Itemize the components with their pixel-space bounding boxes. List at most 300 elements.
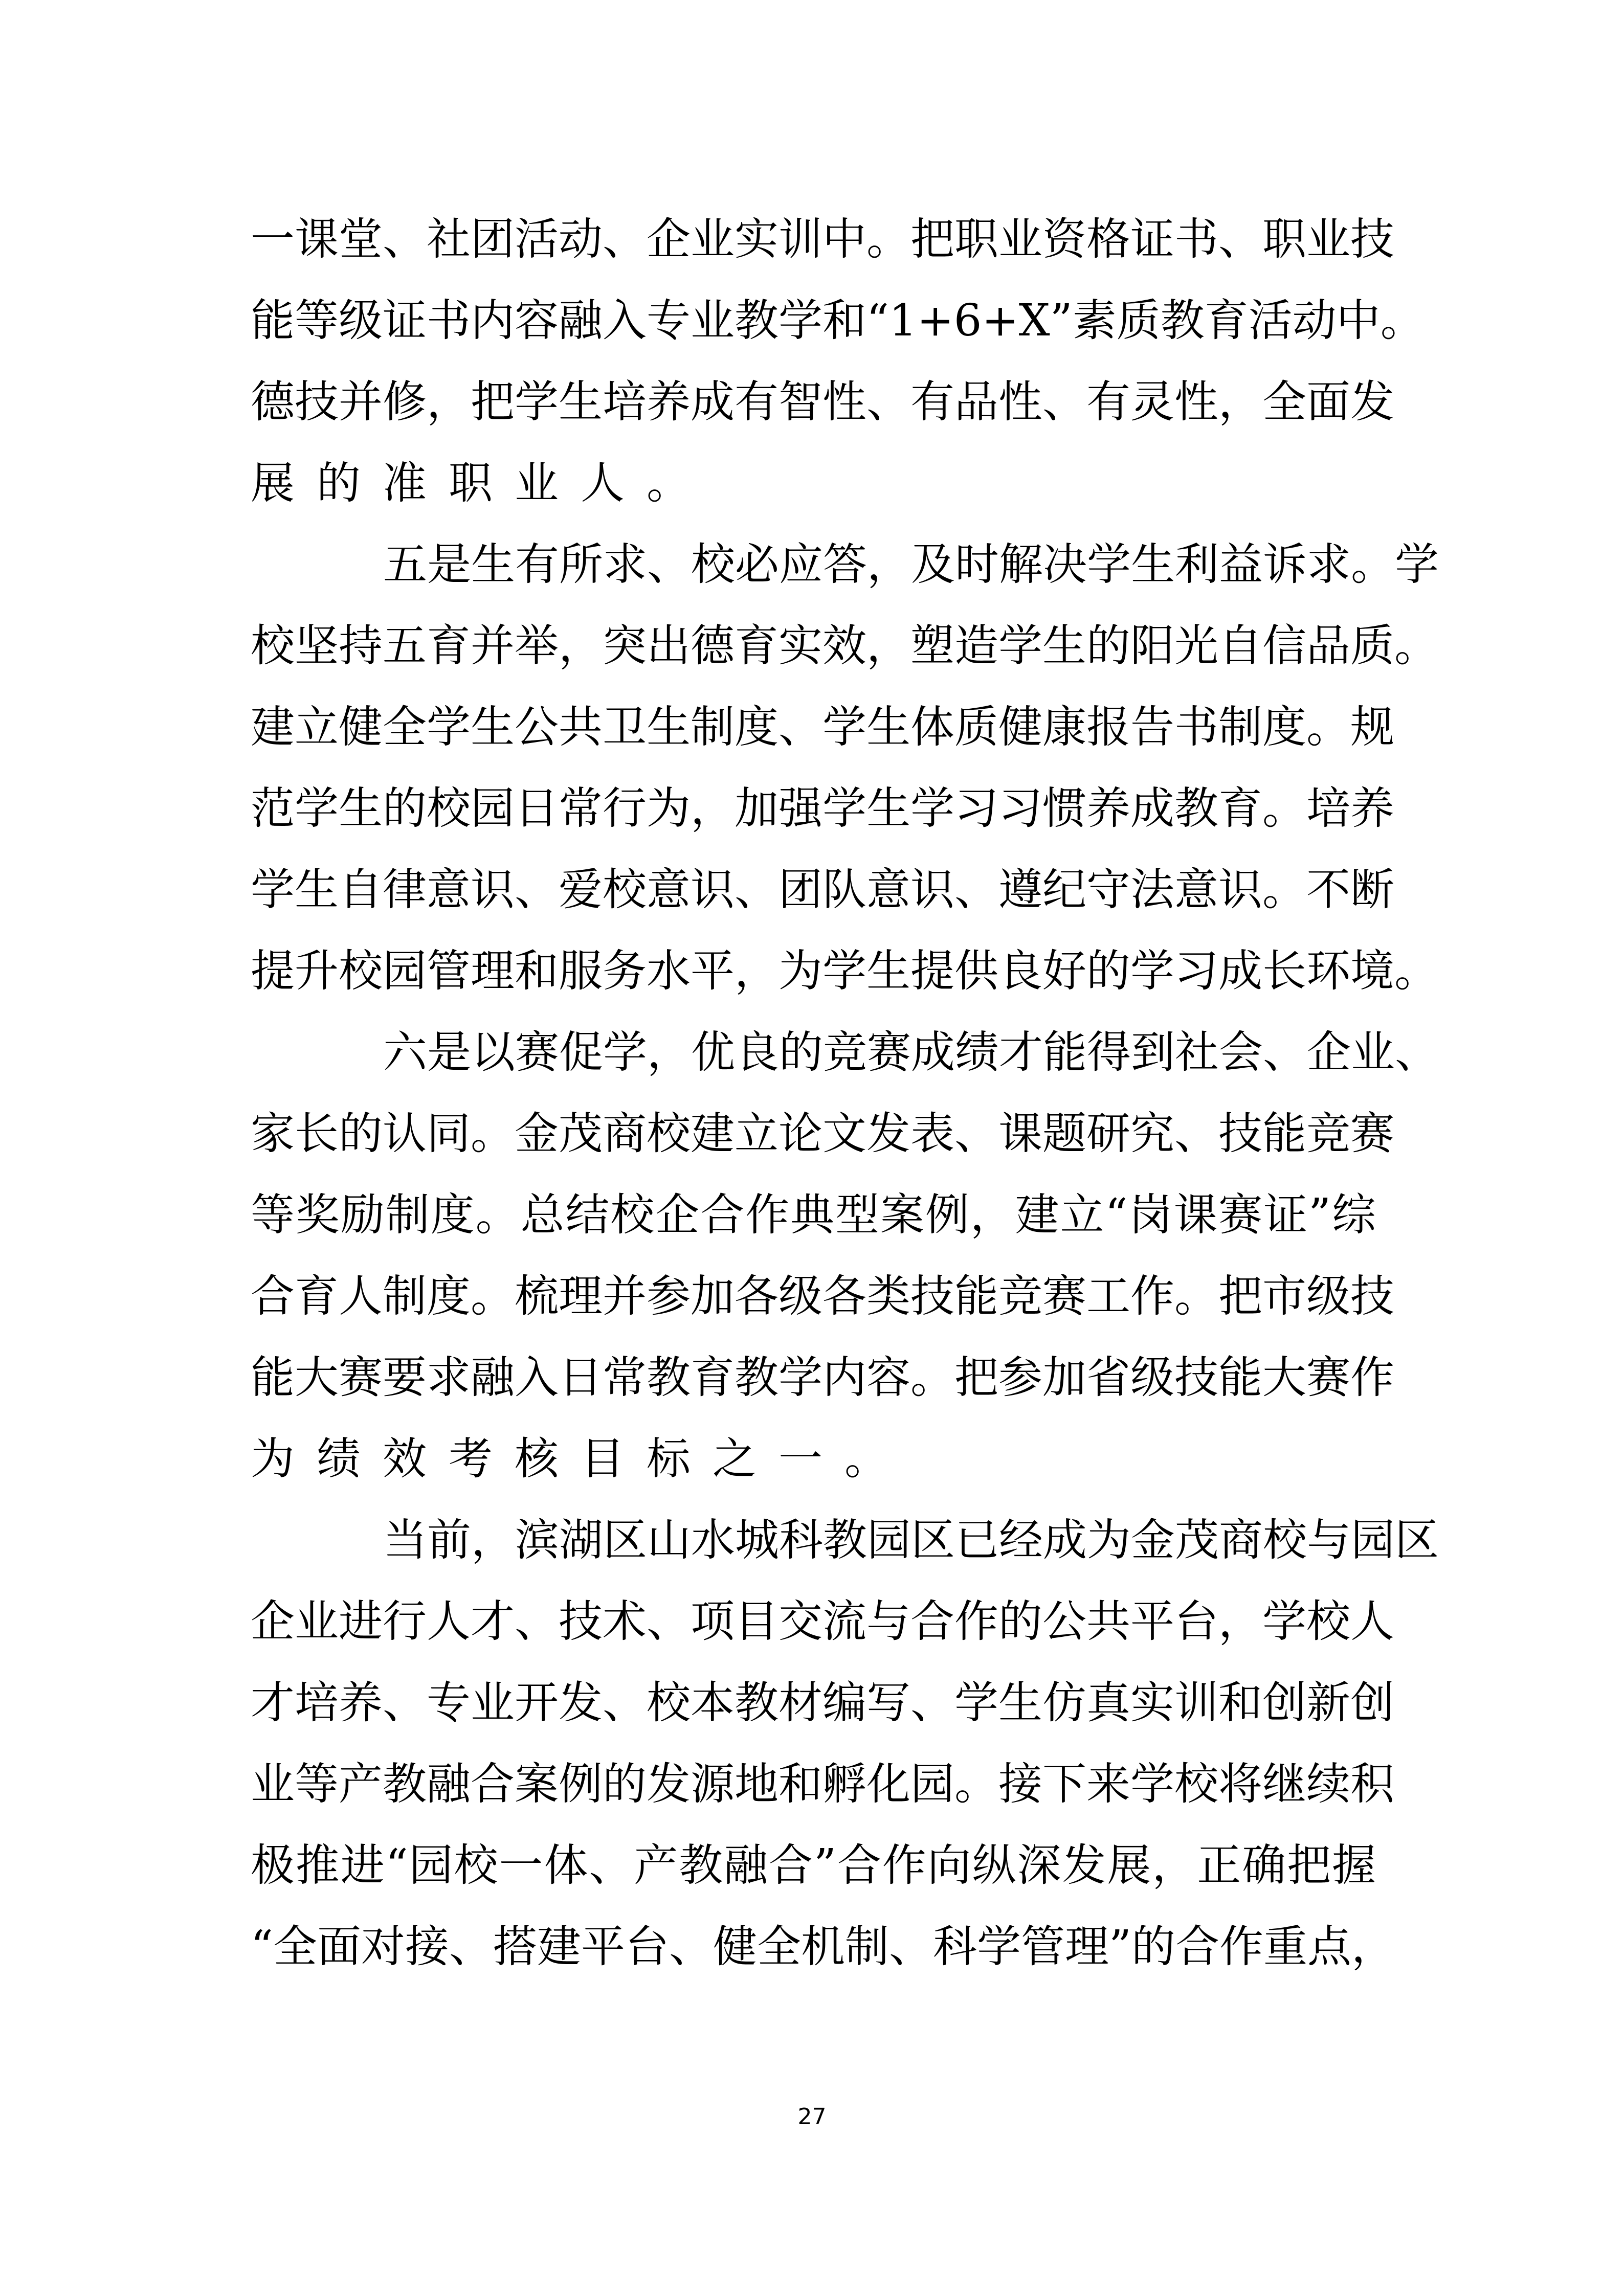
glyph: 举 xyxy=(515,620,559,671)
glyph: 项 xyxy=(691,1596,735,1647)
glyph: 把 xyxy=(1218,1271,1262,1322)
glyph: 科 xyxy=(779,1515,823,1566)
glyph: 训 xyxy=(1174,1677,1218,1728)
glyph: 的 xyxy=(779,1027,823,1078)
glyph: 的 xyxy=(339,1108,383,1159)
glyph: 山 xyxy=(647,1515,691,1566)
glyph: 作 xyxy=(1350,1352,1394,1403)
glyph: 继 xyxy=(1262,1759,1306,1810)
glyph: 赛 xyxy=(1306,1352,1350,1403)
glyph: 创 xyxy=(1262,1677,1306,1728)
glyph: 产 xyxy=(634,1840,678,1891)
glyph: 题 xyxy=(1042,1108,1086,1159)
glyph: 等 xyxy=(295,1759,339,1810)
glyph: 以 xyxy=(471,1027,515,1078)
glyph: 共 xyxy=(559,702,603,753)
glyph: 学 xyxy=(295,783,339,834)
glyph: 竞 xyxy=(823,1027,867,1078)
glyph: 公 xyxy=(515,702,559,753)
glyph: 求 xyxy=(427,1352,471,1403)
glyph: 业 xyxy=(515,458,559,509)
glyph: 并 xyxy=(471,620,515,671)
glyph: 能 xyxy=(954,1271,998,1322)
glyph: 是 xyxy=(427,1027,471,1078)
glyph: 业 xyxy=(295,1596,339,1647)
glyph: 励 xyxy=(340,1189,385,1241)
glyph: 展 xyxy=(1107,1840,1151,1891)
glyph: 流 xyxy=(822,1596,866,1647)
glyph: 长 xyxy=(1262,946,1306,997)
glyph: 教 xyxy=(823,1515,867,1566)
glyph: “ xyxy=(1105,1189,1128,1241)
glyph: 1+6+X xyxy=(888,295,1050,346)
glyph: 素 xyxy=(1072,295,1117,346)
glyph: 校 xyxy=(427,783,471,834)
glyph: 作 xyxy=(1219,1921,1263,1972)
glyph: 湖 xyxy=(559,1515,603,1566)
glyph: 学 xyxy=(427,702,471,753)
glyph: 点 xyxy=(1307,1921,1351,1972)
glyph: 阳 xyxy=(1130,620,1174,671)
glyph: 茂 xyxy=(559,1108,603,1159)
glyph: 质 xyxy=(1350,620,1394,671)
glyph: 能 xyxy=(1218,1352,1262,1403)
glyph: 度 xyxy=(427,1271,471,1322)
glyph: 大 xyxy=(1262,1352,1306,1403)
glyph: 出 xyxy=(647,620,691,671)
glyph: 前 xyxy=(427,1515,471,1566)
text-line xyxy=(251,1099,1394,1168)
glyph: 人 xyxy=(427,1596,471,1647)
glyph: 。 xyxy=(1380,295,1425,346)
glyph: 、 xyxy=(778,702,822,753)
glyph: 一 xyxy=(778,1433,822,1484)
glyph: 律 xyxy=(383,864,427,915)
glyph: 标 xyxy=(647,1433,691,1484)
glyph: 能 xyxy=(251,1352,295,1403)
glyph: 制 xyxy=(691,702,735,753)
glyph: 本 xyxy=(691,1677,735,1728)
glyph: 有 xyxy=(735,376,778,427)
glyph: 区 xyxy=(603,1515,647,1566)
glyph: 与 xyxy=(1307,1515,1351,1566)
glyph: 是 xyxy=(427,539,471,590)
glyph: 融 xyxy=(559,295,603,346)
glyph: 学 xyxy=(1087,539,1131,590)
glyph: 好 xyxy=(1042,946,1086,997)
glyph: 及 xyxy=(911,539,955,590)
glyph: 全 xyxy=(757,1921,801,1972)
glyph: 正 xyxy=(1197,1840,1241,1891)
glyph: 识 xyxy=(910,864,954,915)
glyph: 、 xyxy=(1174,1108,1218,1159)
glyph: 教 xyxy=(735,1677,778,1728)
glyph: 校 xyxy=(691,539,735,590)
glyph: 、 xyxy=(954,864,998,915)
glyph: 意 xyxy=(427,864,471,915)
glyph: 书 xyxy=(1174,702,1218,753)
glyph: 共 xyxy=(1086,1596,1130,1647)
glyph: 社 xyxy=(427,214,471,265)
glyph: 校 xyxy=(251,620,295,671)
glyph: 答 xyxy=(823,539,867,590)
glyph: 强 xyxy=(778,783,822,834)
glyph: 提 xyxy=(910,946,954,997)
glyph: 新 xyxy=(1306,1677,1350,1728)
glyph: ， xyxy=(471,1515,515,1566)
glyph: 加 xyxy=(1042,1352,1086,1403)
glyph: 区 xyxy=(911,1515,955,1566)
glyph: 当 xyxy=(383,1515,427,1566)
glyph: 合 xyxy=(769,1840,813,1891)
glyph: 供 xyxy=(954,946,998,997)
glyph: 之 xyxy=(713,1433,757,1484)
glyph: 习 xyxy=(998,783,1042,834)
glyph: 考 xyxy=(449,1433,493,1484)
text-line xyxy=(251,205,1394,274)
glyph: 良 xyxy=(998,946,1042,997)
glyph: 生 xyxy=(339,783,383,834)
glyph: 实 xyxy=(1130,1677,1174,1728)
glyph: 长 xyxy=(295,1108,339,1159)
glyph: 学 xyxy=(822,783,866,834)
glyph: 识 xyxy=(1218,864,1262,915)
glyph: 常 xyxy=(603,1352,647,1403)
glyph: 作 xyxy=(954,1596,998,1647)
glyph: 下 xyxy=(1042,1759,1086,1810)
glyph: 管 xyxy=(1020,1921,1065,1972)
glyph: 、 xyxy=(866,376,910,427)
glyph: 要 xyxy=(383,1352,427,1403)
text-line xyxy=(251,367,1394,437)
glyph: 不 xyxy=(1306,864,1350,915)
glyph: 技 xyxy=(1218,1108,1262,1159)
glyph: 持 xyxy=(339,620,383,671)
glyph: 并 xyxy=(339,376,383,427)
glyph: 类 xyxy=(866,1271,910,1322)
glyph: 教 xyxy=(647,1352,691,1403)
glyph: 容 xyxy=(866,1352,910,1403)
glyph: 实 xyxy=(778,620,822,671)
glyph: 度 xyxy=(430,1189,475,1241)
glyph: 写 xyxy=(866,1677,910,1728)
glyph: 才 xyxy=(471,1596,515,1647)
glyph: 职 xyxy=(449,458,493,509)
glyph: 合 xyxy=(910,1596,954,1647)
glyph: 培 xyxy=(1306,783,1350,834)
glyph: 园 xyxy=(409,1840,453,1891)
glyph: 的 xyxy=(317,458,361,509)
glyph: 。 xyxy=(1306,702,1350,753)
glyph: 制 xyxy=(844,1921,889,1972)
glyph: 案 xyxy=(880,1189,924,1241)
glyph: 重 xyxy=(1263,1921,1307,1972)
glyph: 教 xyxy=(735,1352,778,1403)
glyph: 校 xyxy=(339,946,383,997)
glyph: 业 xyxy=(998,214,1042,265)
glyph: 、 xyxy=(735,864,778,915)
glyph: 有 xyxy=(515,539,559,590)
glyph: 学 xyxy=(998,620,1042,671)
glyph: 级 xyxy=(339,295,383,346)
glyph: 会 xyxy=(1219,1027,1263,1078)
glyph: 行 xyxy=(603,783,647,834)
glyph: 育 xyxy=(1218,783,1262,834)
glyph: 研 xyxy=(1086,1108,1130,1159)
glyph: 。 xyxy=(866,214,910,265)
glyph: 成 xyxy=(1130,783,1174,834)
glyph: 职 xyxy=(1262,214,1306,265)
glyph: 把 xyxy=(471,376,515,427)
glyph: 学 xyxy=(1130,1759,1174,1810)
glyph: 优 xyxy=(691,1027,735,1078)
glyph: 接 xyxy=(998,1759,1042,1810)
glyph: 所 xyxy=(559,539,603,590)
glyph: 升 xyxy=(295,946,339,997)
glyph: 识 xyxy=(471,864,515,915)
glyph: 健 xyxy=(998,702,1042,753)
glyph: 理 xyxy=(471,946,515,997)
glyph: 内 xyxy=(471,295,515,346)
glyph: 台 xyxy=(1174,1596,1218,1647)
glyph: 、 xyxy=(603,1677,647,1728)
glyph: 动 xyxy=(1292,295,1337,346)
glyph: 育 xyxy=(427,620,471,671)
glyph: 健 xyxy=(713,1921,757,1972)
glyph: 。 xyxy=(1394,946,1438,997)
glyph: 效 xyxy=(383,1433,427,1484)
glyph: 奖 xyxy=(295,1189,340,1241)
glyph: 文 xyxy=(822,1108,866,1159)
glyph: 材 xyxy=(778,1677,822,1728)
glyph: 握 xyxy=(1331,1840,1376,1891)
glyph: 德 xyxy=(251,376,295,427)
glyph: 总 xyxy=(520,1189,565,1241)
glyph: 赛 xyxy=(515,1027,559,1078)
glyph: 技 xyxy=(1350,214,1394,265)
glyph: 和 xyxy=(822,295,866,346)
glyph: 企 xyxy=(251,1596,295,1647)
glyph: 育 xyxy=(691,1352,735,1403)
glyph: 向 xyxy=(927,1840,971,1891)
glyph: ” xyxy=(813,1840,836,1891)
glyph: 度 xyxy=(1262,702,1306,753)
glyph: 校 xyxy=(1174,1759,1218,1810)
glyph: 和 xyxy=(778,1759,822,1810)
glyph: 良 xyxy=(735,1027,779,1078)
glyph: 并 xyxy=(603,1271,647,1322)
glyph: ” xyxy=(1108,1921,1131,1972)
glyph: 的 xyxy=(603,1759,647,1810)
glyph: 茂 xyxy=(1175,1515,1219,1566)
glyph: 案 xyxy=(515,1759,559,1810)
glyph: 证 xyxy=(1130,214,1174,265)
glyph: 益 xyxy=(1219,539,1263,590)
glyph: 专 xyxy=(647,295,691,346)
glyph: 目 xyxy=(735,1596,778,1647)
glyph: 课 xyxy=(998,1108,1042,1159)
glyph: 。 xyxy=(1351,539,1395,590)
glyph: 立 xyxy=(735,1108,778,1159)
glyph: 究 xyxy=(1130,1108,1174,1159)
glyph: 公 xyxy=(1042,1596,1086,1647)
glyph: 竞 xyxy=(1306,1108,1350,1159)
glyph: 和 xyxy=(1218,1677,1262,1728)
glyph: 成 xyxy=(691,376,735,427)
glyph: 养 xyxy=(1086,783,1130,834)
glyph: 生 xyxy=(866,783,910,834)
text-line xyxy=(251,1831,1376,1900)
glyph: 产 xyxy=(339,1759,383,1810)
glyph: 利 xyxy=(1175,539,1219,590)
glyph: 证 xyxy=(383,295,427,346)
glyph: 人 xyxy=(581,458,625,509)
glyph: “ xyxy=(385,1840,408,1891)
glyph: 促 xyxy=(559,1027,603,1078)
glyph: 开 xyxy=(515,1677,559,1728)
glyph: 爱 xyxy=(559,864,603,915)
glyph: 商 xyxy=(603,1108,647,1159)
glyph: 省 xyxy=(1086,1352,1130,1403)
glyph: 加 xyxy=(691,1271,735,1322)
glyph: 、 xyxy=(647,1596,691,1647)
glyph: 等 xyxy=(295,295,339,346)
glyph: “ xyxy=(866,295,889,346)
glyph: ” xyxy=(1308,1189,1331,1241)
glyph: 绩 xyxy=(317,1433,361,1484)
glyph: 学 xyxy=(822,702,866,753)
glyph: 质 xyxy=(954,702,998,753)
glyph: 一 xyxy=(499,1840,543,1891)
glyph: 把 xyxy=(1287,1840,1331,1891)
glyph: 园 xyxy=(867,1515,911,1566)
glyph: 。 xyxy=(475,1189,520,1241)
glyph: 、 xyxy=(888,1921,933,1972)
glyph: 全 xyxy=(273,1921,317,1972)
glyph: 同 xyxy=(427,1108,471,1159)
glyph: 各 xyxy=(822,1271,866,1322)
glyph: 训 xyxy=(778,214,822,265)
glyph: 意 xyxy=(1174,864,1218,915)
glyph: 度 xyxy=(735,702,778,753)
glyph: 教 xyxy=(1174,783,1218,834)
glyph: 参 xyxy=(998,1352,1042,1403)
glyph: 育 xyxy=(1204,295,1249,346)
glyph: 生 xyxy=(866,946,910,997)
glyph: 学 xyxy=(1130,946,1174,997)
glyph: 教 xyxy=(679,1840,723,1891)
glyph: ， xyxy=(867,539,911,590)
glyph: 园 xyxy=(383,946,427,997)
glyph: 突 xyxy=(603,620,647,671)
text-line xyxy=(251,774,1394,843)
glyph: 例 xyxy=(925,1189,969,1241)
glyph: 、 xyxy=(669,1921,713,1972)
glyph: 企 xyxy=(647,214,691,265)
glyph: 搭 xyxy=(493,1921,537,1972)
glyph: 管 xyxy=(427,946,471,997)
glyph: 合 xyxy=(1175,1921,1219,1972)
glyph: 核 xyxy=(515,1433,559,1484)
glyph: 育 xyxy=(295,1271,339,1322)
glyph: 积 xyxy=(1350,1759,1394,1810)
paragraph-first-line xyxy=(383,530,1439,599)
glyph: 水 xyxy=(647,946,691,997)
glyph: 业 xyxy=(691,295,735,346)
glyph: 生 xyxy=(998,1677,1042,1728)
glyph: 学 xyxy=(778,1352,822,1403)
glyph: ， xyxy=(1351,1921,1395,1972)
glyph: 容 xyxy=(515,295,559,346)
glyph: 灵 xyxy=(1130,376,1174,427)
glyph: 识 xyxy=(691,864,735,915)
glyph: 大 xyxy=(295,1352,339,1403)
glyph: 校 xyxy=(647,1677,691,1728)
glyph: ， xyxy=(647,1027,691,1078)
glyph: 有 xyxy=(910,376,954,427)
glyph: 学 xyxy=(251,864,295,915)
glyph: 面 xyxy=(317,1921,361,1972)
glyph: 。 xyxy=(1174,1271,1218,1322)
glyph: 必 xyxy=(735,539,779,590)
glyph: 合 xyxy=(837,1840,881,1891)
glyph: 交 xyxy=(778,1596,822,1647)
glyph: 校 xyxy=(1306,1596,1350,1647)
glyph: 的 xyxy=(1086,946,1130,997)
glyph: 中 xyxy=(822,214,866,265)
glyph: 习 xyxy=(1174,946,1218,997)
glyph: 活 xyxy=(1248,295,1293,346)
glyph: 人 xyxy=(339,1271,383,1322)
glyph: 惯 xyxy=(1042,783,1086,834)
glyph: ， xyxy=(1152,1840,1196,1891)
glyph: 平 xyxy=(691,946,735,997)
glyph: 为 xyxy=(1087,1515,1131,1566)
glyph: 务 xyxy=(603,946,647,997)
glyph: 为 xyxy=(251,1433,295,1484)
glyph: 养 xyxy=(647,376,691,427)
glyph: 修 xyxy=(383,376,427,427)
glyph: 融 xyxy=(724,1840,768,1891)
glyph: 能 xyxy=(1262,1108,1306,1159)
glyph: 专 xyxy=(427,1677,471,1728)
glyph: 岗 xyxy=(1128,1189,1173,1241)
glyph: ， xyxy=(691,783,735,834)
glyph: 已 xyxy=(955,1515,999,1566)
glyph: 有 xyxy=(1086,376,1130,427)
glyph: 学 xyxy=(1262,1596,1306,1647)
glyph: 自 xyxy=(1218,620,1262,671)
text-line xyxy=(251,611,1438,681)
glyph: 绩 xyxy=(955,1027,999,1078)
glyph: 机 xyxy=(800,1921,845,1972)
glyph: 赛 xyxy=(339,1352,383,1403)
glyph: 能 xyxy=(251,295,295,346)
glyph: 六 xyxy=(383,1027,427,1078)
glyph: 、 xyxy=(1218,214,1262,265)
glyph: 业 xyxy=(1306,214,1350,265)
glyph: 技 xyxy=(1174,1352,1218,1403)
glyph: 养 xyxy=(339,1677,383,1728)
glyph: 团 xyxy=(778,864,822,915)
glyph: 到 xyxy=(1131,1027,1175,1078)
glyph: 融 xyxy=(471,1352,515,1403)
glyph: 决 xyxy=(1043,539,1087,590)
glyph: 职 xyxy=(954,214,998,265)
glyph: 合 xyxy=(700,1189,745,1241)
glyph: 例 xyxy=(559,1759,603,1810)
glyph: 深 xyxy=(1017,1840,1061,1891)
